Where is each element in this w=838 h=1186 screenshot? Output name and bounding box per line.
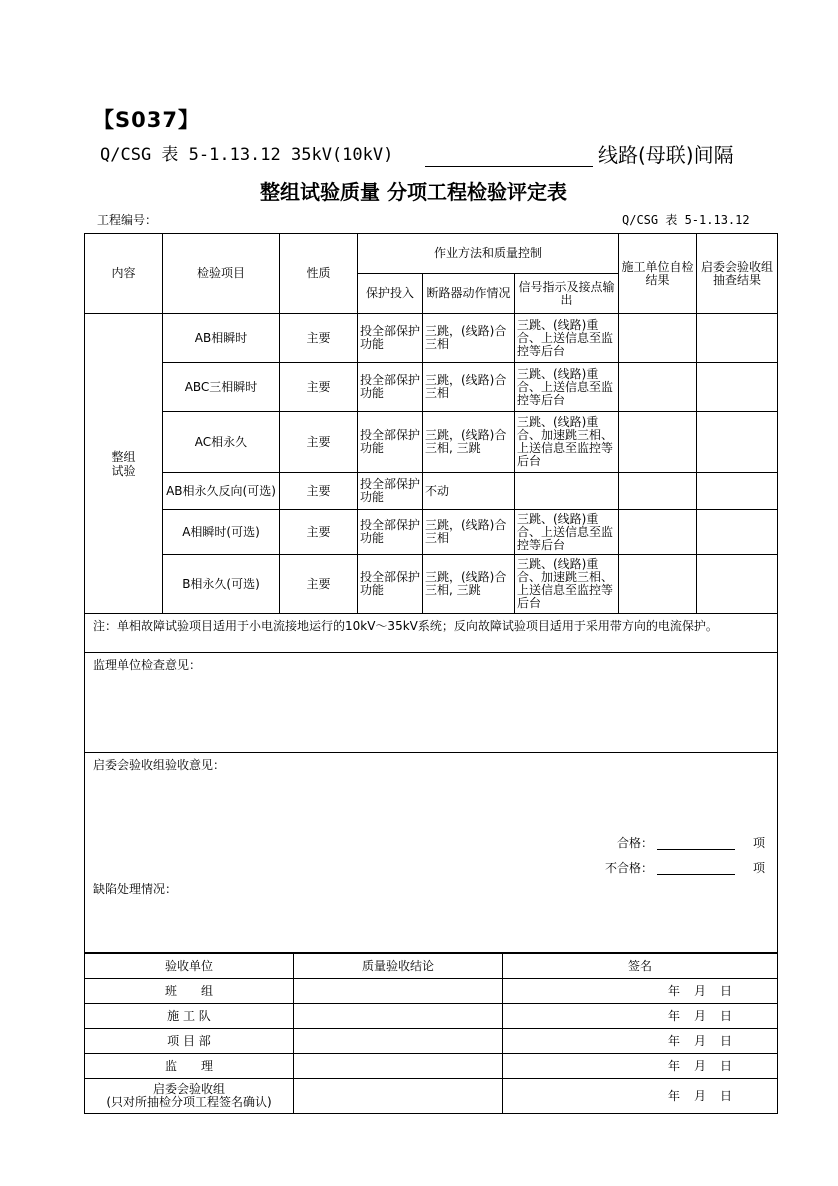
conclusion-cell[interactable] [294, 1054, 503, 1079]
signature-date[interactable]: 年 月 日 [503, 979, 778, 1004]
row-committee-check[interactable] [697, 555, 778, 614]
row-protect: 投全部保护功能 [358, 473, 423, 510]
header-signature: 签名 [503, 954, 778, 979]
pass-count-blank[interactable] [657, 849, 735, 850]
group-label [85, 314, 163, 614]
unit-name: 施 工 队 [85, 1004, 294, 1029]
conclusion-cell[interactable] [294, 1079, 503, 1114]
table-row [85, 1079, 778, 1114]
row-protect: 投全部保护功能 [358, 363, 423, 412]
conclusion-cell[interactable] [294, 1029, 503, 1054]
row-item: AC相永久 [163, 412, 280, 473]
group-label-text: 整组试验 [111, 449, 136, 478]
row-nature: 主要 [280, 510, 358, 555]
signature-date[interactable]: 年 月 日 [503, 1054, 778, 1079]
table-row [85, 979, 778, 1004]
conclusion-cell[interactable] [294, 979, 503, 1004]
table-code: Q/CSG 表 5-1.13.12 [622, 213, 750, 227]
fail-unit: 项 [753, 861, 766, 875]
row-breaker: 三跳，(线路)合三相 [423, 510, 515, 555]
row-committee-check[interactable] [697, 510, 778, 555]
row-breaker: 三跳，(线路)合三相, 三跳 [423, 555, 515, 614]
table-row [85, 473, 778, 510]
row-signal: 三跳、(线路)重合、上送信息至监控等后台 [515, 363, 619, 412]
signature-date[interactable]: 年 月 日 [503, 1079, 778, 1114]
defect-label: 缺陷处理情况： [93, 882, 178, 896]
row-item: AB相永久反向(可选) [163, 473, 280, 510]
note: 注：单相故障试验项目适用于小电流接地运行的10kV～35kV系统；反向故障试验项目适用于采用带方向的电流保护。 [85, 614, 778, 653]
col-self-check: 施工单位自检结果 [619, 234, 697, 314]
row-signal [515, 473, 619, 510]
row-breaker: 三跳，(线路)合三相 [423, 314, 515, 363]
row-item: ABC三相瞬时 [163, 363, 280, 412]
col-signal: 信号指示及接点输出 [515, 274, 619, 314]
signature-date[interactable]: 年 月 日 [503, 1004, 778, 1029]
pass-unit: 项 [753, 836, 766, 850]
conclusion-cell[interactable] [294, 1004, 503, 1029]
row-self-check[interactable] [619, 314, 697, 363]
row-self-check[interactable] [619, 473, 697, 510]
row-breaker: 三跳，(线路)合三相 [423, 363, 515, 412]
unit-name: 项 目 部 [85, 1029, 294, 1054]
col-committee-check: 启委会验收组抽查结果 [697, 234, 778, 314]
row-signal: 三跳、(线路)重合、加速跳三相、上送信息至监控等后台 [515, 412, 619, 473]
col-nature: 性质 [280, 234, 358, 314]
row-signal: 三跳、(线路)重合、上送信息至监控等后台 [515, 510, 619, 555]
row-protect: 投全部保护功能 [358, 314, 423, 363]
committee-label: 启委会验收组验收意见： [93, 758, 226, 772]
table-row [85, 314, 778, 363]
header-unit: 验收单位 [85, 954, 294, 979]
line-name-blank [425, 166, 593, 167]
form-code: 【S037】 [93, 108, 200, 132]
table-row [85, 510, 778, 555]
committee-unit-line2: (只对所抽检分项工程签名确认) [106, 1095, 272, 1109]
row-self-check[interactable] [619, 555, 697, 614]
standard-reference [100, 140, 393, 165]
col-protect: 保护投入 [358, 274, 423, 314]
page-title: 整组试验质量 分项工程检验评定表 [260, 180, 567, 204]
row-nature: 主要 [280, 555, 358, 614]
col-method-group: 作业方法和质量控制 [358, 234, 619, 274]
committee-opinion[interactable] [85, 753, 778, 953]
row-item: A相瞬时(可选) [163, 510, 280, 555]
row-committee-check[interactable] [697, 314, 778, 363]
row-nature: 主要 [280, 363, 358, 412]
row-nature: 主要 [280, 412, 358, 473]
row-self-check[interactable] [619, 363, 697, 412]
row-nature: 主要 [280, 473, 358, 510]
row-signal: 三跳、(线路)重合、上送信息至监控等后台 [515, 314, 619, 363]
col-breaker: 断路器动作情况 [423, 274, 515, 314]
row-self-check[interactable] [619, 510, 697, 555]
row-committee-check[interactable] [697, 412, 778, 473]
table-row [85, 555, 778, 614]
row-protect: 投全部保护功能 [358, 412, 423, 473]
unit-name: 监 理 [85, 1054, 294, 1079]
row-protect: 投全部保护功能 [358, 555, 423, 614]
row-item: AB相瞬时 [163, 314, 280, 363]
supervision-label: 监理单位检查意见： [93, 658, 202, 672]
committee-unit-line1: 启委会验收组 [152, 1082, 225, 1096]
col-content: 内容 [85, 234, 163, 314]
row-self-check[interactable] [619, 412, 697, 473]
row-signal: 三跳、(线路)重合、加速跳三相、上送信息至监控等后台 [515, 555, 619, 614]
unit-name: 班 组 [85, 979, 294, 1004]
pass-label: 合格： [616, 836, 653, 850]
signature-table [84, 953, 778, 1114]
row-protect: 投全部保护功能 [358, 510, 423, 555]
row-breaker: 三跳，(线路)合三相, 三跳 [423, 412, 515, 473]
row-item: B相永久(可选) [163, 555, 280, 614]
col-item: 检验项目 [163, 234, 280, 314]
row-nature: 主要 [280, 314, 358, 363]
unit-name-committee [85, 1079, 294, 1114]
header-conclusion: 质量验收结论 [294, 954, 503, 979]
supervision-opinion[interactable] [85, 653, 778, 753]
table-row [85, 1029, 778, 1054]
row-committee-check[interactable] [697, 473, 778, 510]
project-number-label: 工程编号： [97, 213, 158, 227]
table-row [85, 1054, 778, 1079]
table-row [85, 412, 778, 473]
signature-date[interactable]: 年 月 日 [503, 1029, 778, 1054]
table-row [85, 363, 778, 412]
row-breaker: 不动 [423, 473, 515, 510]
fail-label: 不合格： [604, 861, 653, 875]
inspection-table [84, 233, 778, 953]
bay-type-label: 线路(母联)间隔 [598, 143, 734, 167]
standard-prefix: Q/CSG 表 5-1.13.12 35kV(10kV) [100, 145, 394, 165]
row-committee-check[interactable] [697, 363, 778, 412]
table-row [85, 1004, 778, 1029]
fail-count-blank[interactable] [657, 874, 735, 875]
